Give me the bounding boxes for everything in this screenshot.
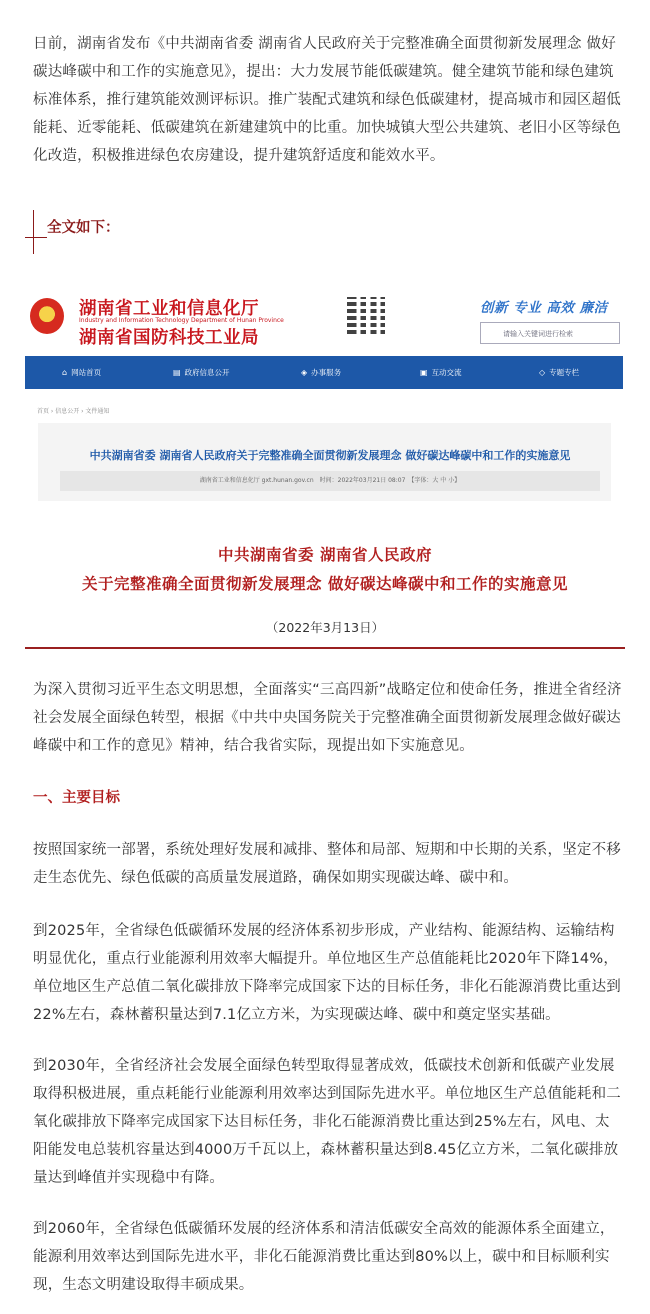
nav-item-home[interactable] [62, 356, 101, 389]
site-header [25, 288, 623, 350]
intro-paragraph: 日前，湖南省发布《中共湖南省委 湖南省人民政府关于完整准确全面贯彻新发展理念 做好碳达峰碳中和工作的实施意见》，提出：大力发展节能低碳建筑。健全建筑节能和绿色建筑标准体系，推行建筑能效测评标识。推广装配式建筑和绿色低碳建材，提高城市和园区超低能耗、近零能耗、低碳建筑在新建建筑中的比重。加快城镇大型公共建筑、老旧小区等绿色化改造，积极推进绿色农房建设，提升建筑舒适度和能效水平。 [33, 36, 621, 164]
site-title: 湖南省工业和信息化厅 [79, 299, 259, 319]
document-date: （2022年3月13日） [265, 620, 385, 635]
goal-2060-paragraph: 到2060年，全省绿色低碳循环发展的经济体系和清洁低碳安全高效的能源体系全面建立，能源利用效率达到国际先进水平，非化石能源消费比重达到80%以上，碳中和目标顺利实现，生态文明建设取得丰硕成果。 [33, 1221, 615, 1293]
home-icon: ⌂ [62, 368, 68, 377]
nav-item-info[interactable] [173, 356, 230, 389]
goals-paragraph: 按照国家统一部署，系统处理好发展和减排、整体和局部、短期和中长期的关系，坚定不移走生态优先、绿色低碳的高质量发展道路，确保如期实现碳达峰、碳中和。 [33, 842, 621, 886]
document-title-line2: 关于完整准确全面贯彻新发展理念 做好碳达峰碳中和工作的实施意见 [82, 575, 568, 593]
heading-vertical-line [33, 210, 34, 254]
article-title: 中共湖南省委 湖南省人民政府关于完整准确全面贯彻新发展理念 做好碳达峰碳中和工作的实施意见 [89, 449, 571, 462]
site-motto: 创新 专业 高效 廉洁 [480, 300, 608, 316]
nav-item-interact[interactable] [420, 356, 462, 389]
layers-icon: ◇ [539, 368, 546, 377]
site-title-secondary: 湖南省国防科技工业局 [79, 328, 259, 348]
red-divider [25, 647, 625, 649]
preamble-paragraph: 为深入贯彻习近平生态文明思想，全面落实“三高四新”战略定位和使命任务，推进全省经济社会发展全面绿色转型，根据《中共中央国务院关于完整准确全面贯彻新发展理念做好碳达峰碳中和工作的意见》精神，结合我省实际，现提出如下实施意见。 [33, 682, 622, 754]
document-title-line1: 中共湖南省委 湖南省人民政府 [218, 546, 432, 564]
handshake-icon: ◈ [301, 368, 308, 377]
site-search-input[interactable]: 请输入关键词进行检索 [480, 322, 620, 344]
nav-item-special[interactable] [539, 356, 579, 389]
goal-2025-paragraph: 到2025年，全省绿色低碳循环发展的经济体系初步形成，产业结构、能源结构、运输结构明显优化，重点行业能源利用效率大幅提升。单位地区生产总值能耗比2020年下降14%，单位地区生产总值二氧化碳排放下降率完成国家下达的目标任务，非化石能源消费比重达到22%左右，森林蓄积量达到7.1亿立方米，为实现碳达峰、碳中和奠定坚实基础。 [33, 923, 621, 1023]
goal-2030-paragraph: 到2030年，全省经济社会发展全面绿色转型取得显著成效，低碳技术创新和低碳产业发展取得积极进展，重点耗能行业能源利用效率达到国际先进水平。单位地区生产总值能耗和二氧化碳排放下降率完成国家下达目标任务，非化石能源消费比重达到25%左右，风电、太阳能发电总装机容量达到4000万千瓦以上，森林蓄积量达到8.45亿立方米，二氧化碳排放量达到峰值并实现稳中有降。 [33, 1058, 621, 1186]
chat-icon: ▣ [420, 368, 428, 377]
nav-label: 网站首页 [71, 368, 102, 377]
nav-label: 专题专栏 [549, 368, 580, 377]
document-icon: ▤ [173, 368, 181, 377]
section-title-main-goals: 一、主要目标 [33, 790, 120, 806]
qr-code-icon [347, 297, 385, 337]
site-nav-bar [25, 356, 623, 389]
national-emblem-icon [30, 298, 64, 334]
site-subtitle: Industry and Information Technology Department of Hunan Province [79, 317, 284, 324]
nav-label: 政府信息公开 [184, 368, 230, 377]
heading-horizontal-line [25, 237, 47, 238]
full-text-label: 全文如下： [47, 220, 120, 236]
nav-label: 互动交流 [431, 368, 462, 377]
breadcrumb[interactable]: 首页 › 信息公开 › 文件通知 [37, 408, 110, 415]
nav-label: 办事服务 [311, 368, 342, 377]
article-meta: 湖南省工业和信息化厅 gxt.hunan.gov.cn 时间：2022年03月21日 08:07 【字体：大 中 小】 [60, 471, 600, 491]
nav-item-service[interactable] [301, 356, 341, 389]
